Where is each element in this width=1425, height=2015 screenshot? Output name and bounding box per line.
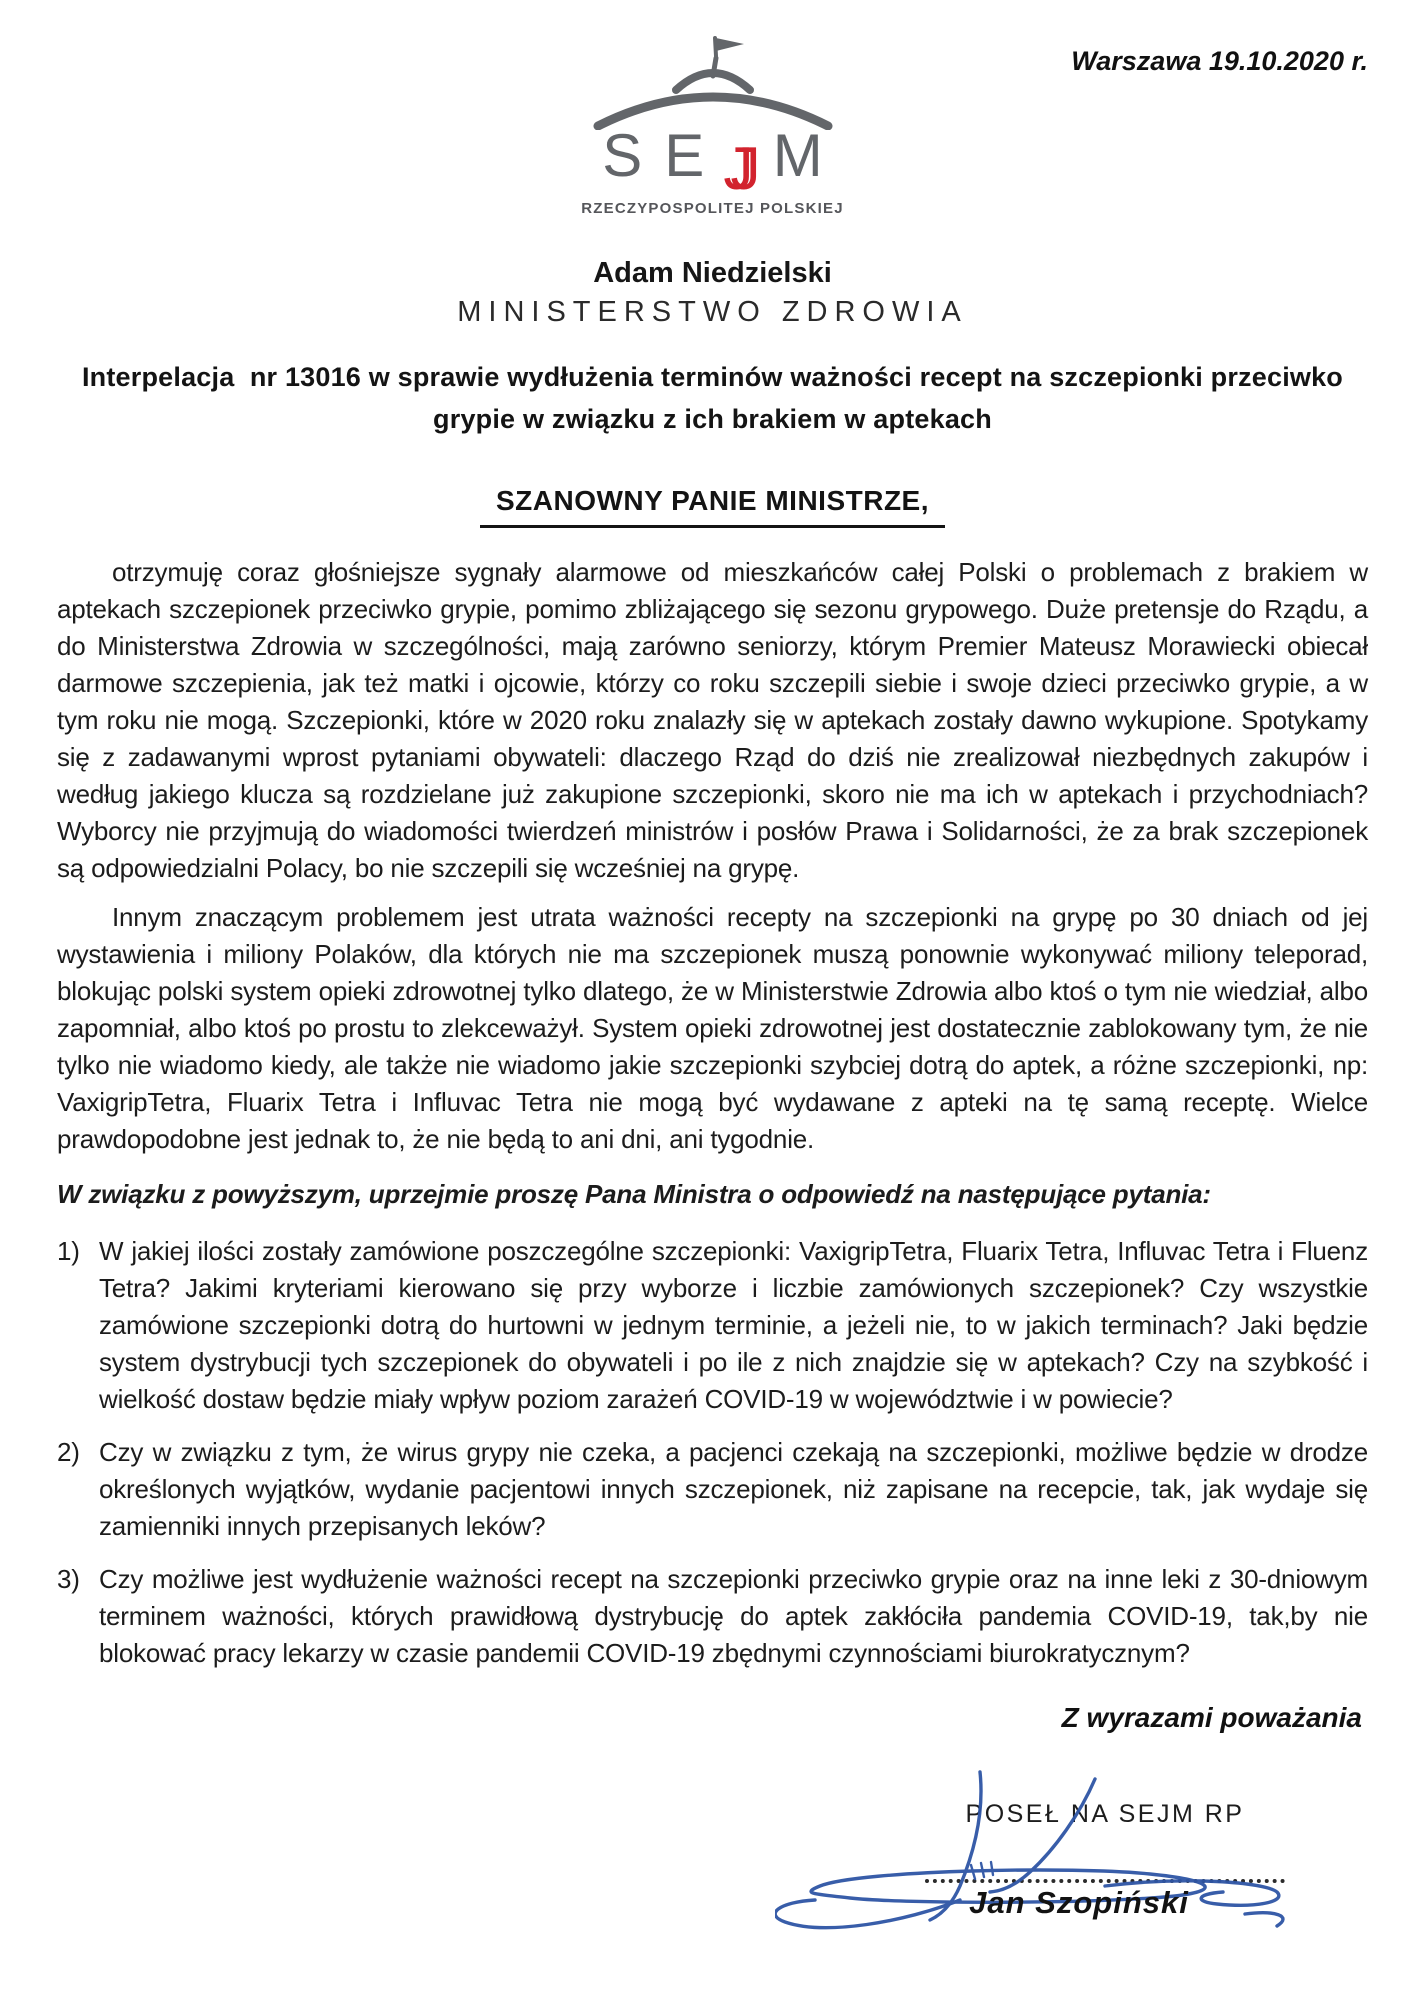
date-line: Warszawa 19.10.2020 r. [1071, 46, 1368, 76]
salutation-row [0, 485, 1425, 528]
question-item [57, 1434, 1368, 1545]
signer-name: Jan Szopiński [969, 1884, 1189, 1920]
question-item [57, 1561, 1368, 1672]
question-text: Czy w związku z tym, że wirus grypy nie czeka, a pacjenci czekają na szczepionki, możliwe będzie w drodze określonych wyjątków, wydanie pacjentowi innych szczepionek, niż zapisane na recepcie, tak, jak wydaje się zamienniki innych przepisanych leków? [99, 1436, 1368, 1541]
dome-icon [588, 30, 838, 130]
dotted-signature-line [925, 1879, 1285, 1883]
signature-area [870, 1800, 1340, 1921]
letter-body [57, 554, 1368, 1672]
closing-block [57, 1702, 1368, 1921]
logo-letter-e: E [664, 122, 705, 189]
flag-icon [716, 38, 744, 51]
question-text: Czy możliwe jest wydłużenie ważności recept na szczepionki przeciwko grypie oraz na inne leki z 30-dniowym terminem ważności, których prawidłową dystrybucję do aptek zakłóciła pandemia COVID-19, tak,by nie blokować pracy lekarzy w czasie pandemii COVID-19 zbędnymi czynnościami biurokratycznym? [99, 1563, 1368, 1668]
logo-letter-s: S [602, 122, 643, 189]
subject-line: Interpelacja nr 13016 w sprawie wydłużenia terminów ważności recept na szczepionki przeciwko grypie w związku z ich brakiem w aptekach [81, 362, 1351, 434]
question-item [57, 1233, 1368, 1418]
question-text: W jakiej ilości zostały zamówione poszczególne szczepionki: VaxigripTetra, Fluarix Tetra, Influvac Tetra i Fluenz Tetra? Jakimi kryteriami kierowano się przy wyborze i liczbie zamówionych szczepionek? Czy wszystkie zamówione szczepionki dotrą do hurtowni w jednym terminie, a jeżeli nie, to w jakich terminach? Jaki będzie system dystrybucji tych szczepionek do obywateli i po ile z nich znajdzie się w aptekach? Czy na szybkość i wielkość dostaw będzie miały wpływ poziom zarażeń COVID-19 w województwie i w powiecie? [99, 1235, 1368, 1414]
question-number: 2) [57, 1436, 80, 1467]
salutation: SZANOWNY PANIE MINISTRZE, [480, 485, 945, 528]
paragraph: Innym znaczącym problemem jest utrata ważności recepty na szczepionki na grypę po 30 dniach od jej wystawienia i miliony Polaków, dla których nie ma szczepionek muszą ponownie wykonywać miliony teleporad, blokując polski system opieki zdrowotnej tylko dlatego, że w Ministerstwie Zdrowia albo ktoś o tym nie wiedział, albo zapomniał, albo ktoś po prostu to zlekceważył. System opieki zdrowotnej jest dostatecznie zablokowany tym, że nie tylko nie wiadomo kiedy, ale także nie wiadomo jakie szczepionki szybciej dotrą do aptek, a różne szczepionki, np: VaxigripTetra, Fluarix Tetra i Influvac Tetra nie mogą być wydawane z apteki na tę samą receptę. Wielce prawdopodobne jest jednak to, że nie będą to ani dni, ani tygodnie. [57, 901, 1368, 1154]
logo-letter-m: M [772, 122, 823, 189]
cupola-arc [676, 73, 750, 90]
recipient-block [0, 257, 1425, 329]
logo-word [563, 122, 863, 203]
question-number: 3) [57, 1563, 80, 1594]
question-number: 1) [57, 1235, 80, 1266]
logo-letter-jj: JJ [723, 135, 738, 203]
paragraph: otrzymuję coraz głośniejsze sygnały alarmowe od mieszkańców całej Polski o problemach z brakiem w aptekach szczepionek przeciwko grypie, pomimo zbliżającego się sezonu grypowego. Duże pretensje do Rządu, a do Ministerstwa Zdrowia w szczególności, mają zarówno seniorzy, którym Premier Mateusz Morawiecki obiecał darmowe szczepienia, jak też matki i ojcowie, którzy co roku szczepili siebie i swoje dzieci przeciwko grypie, a w tym roku nie mogą. Szczepionki, które w 2020 roku znalazły się w aptekach zostały dawno wykupione. Spotykamy się z zadawanymi wprost pytaniami obywateli: dlaczego Rząd do dziś nie zrealizował niezbędnych zakupów i według jakiego klucza są rozdzielane już zakupione szczepionki, skoro nie ma ich w aptekach i przychodniach? Wyborcy nie przyjmują do wiadomości twierdzeń ministrów i posłów Prawa i Solidarności, że za brak szczepionek są odpowiedzialni Polacy, bo nie szczepili się wcześniej na grypę. [57, 556, 1368, 883]
recipient-name: Adam Niedzielski [593, 257, 832, 289]
signer-role: POSEŁ NA SEJM RP [965, 1799, 1245, 1828]
valediction: Z wyrazami poważania [1061, 1701, 1362, 1733]
lead-in-line: W związku z powyższym, uprzejmie proszę Pana Ministra o odpowiedź na następujące pytania: [57, 1178, 1211, 1209]
sejm-logo [563, 30, 863, 217]
recipient-organization: MINISTERSTWO ZDROWIA [457, 296, 968, 328]
logo-subtitle: RZECZYPOSPOLITEJ POLSKIEJ [581, 200, 844, 217]
